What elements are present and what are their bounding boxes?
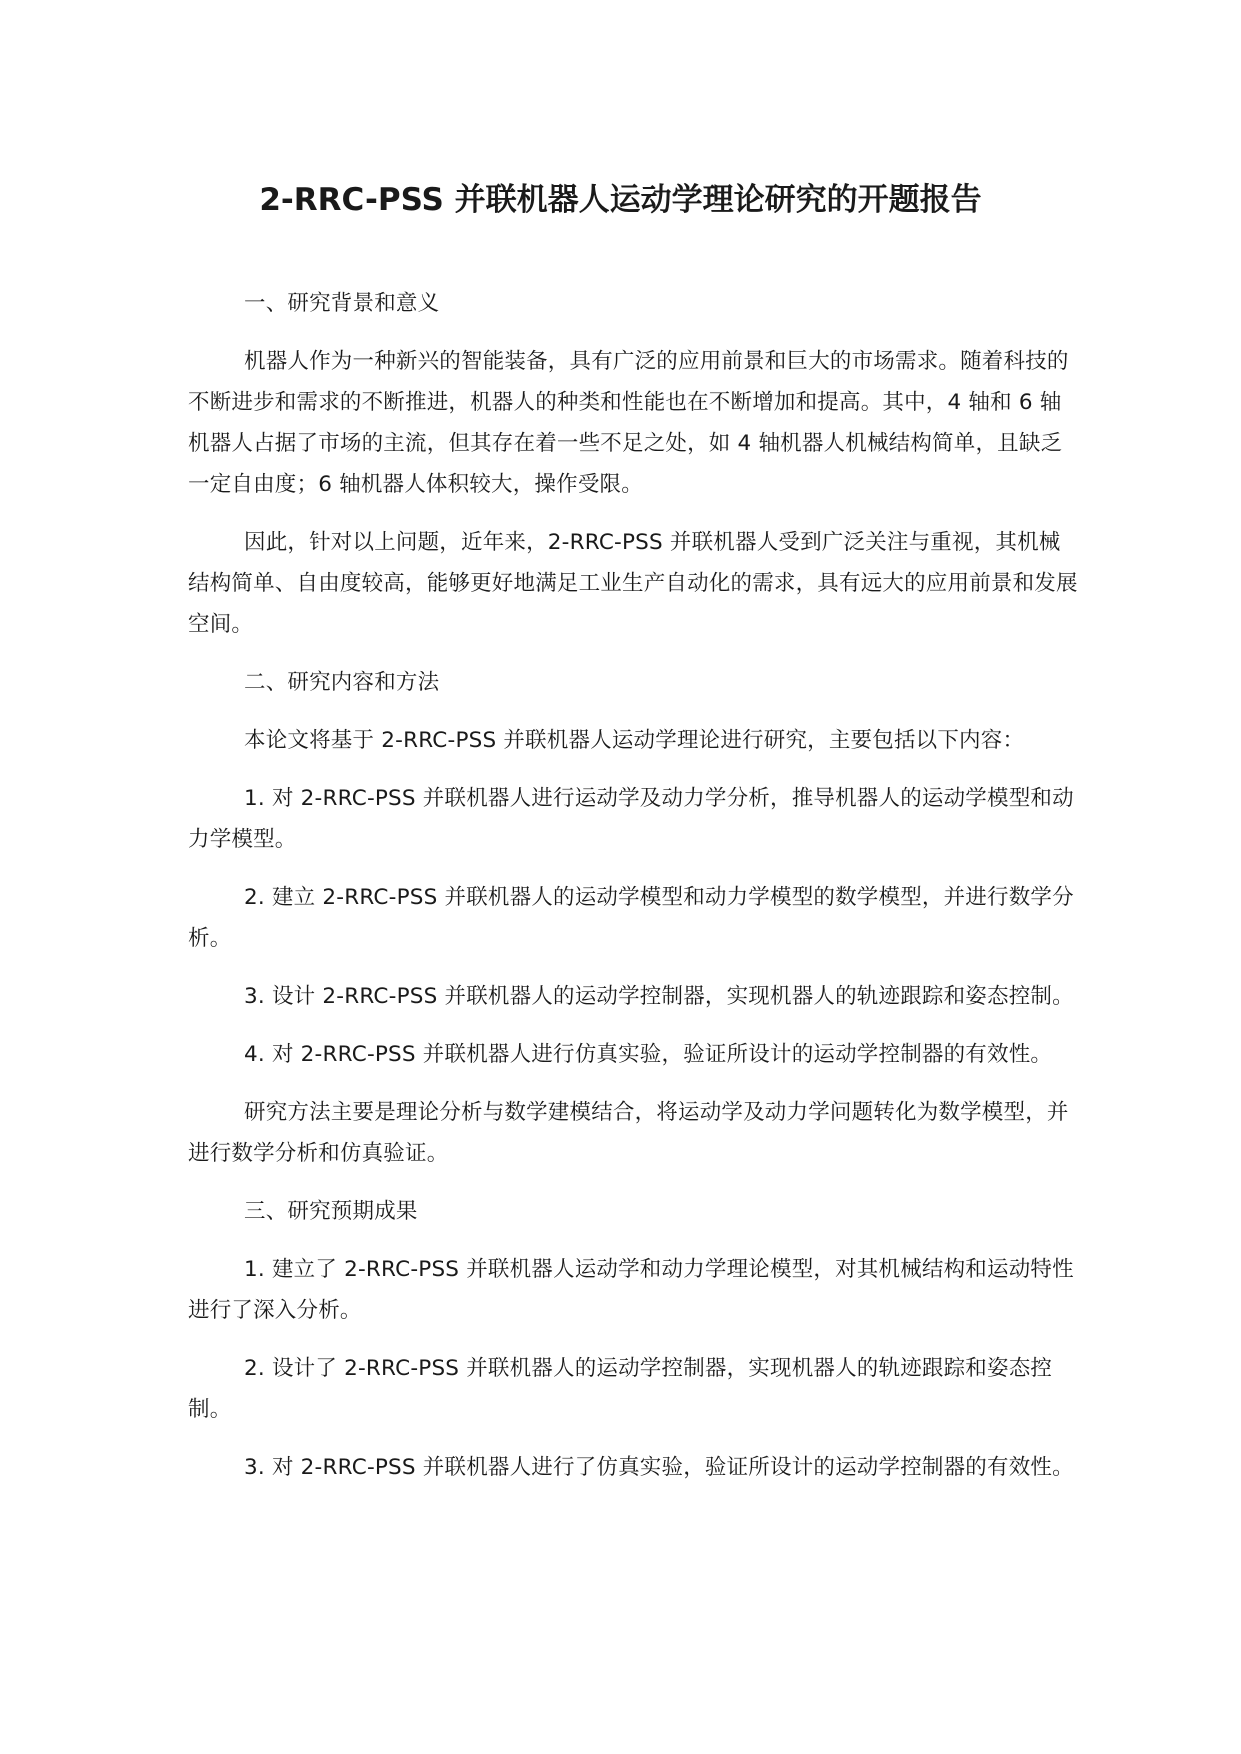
paragraph: 研究方法主要是理论分析与数学建模结合，将运动学及动力学问题转化为数学模型，并进行数学分析和仿真验证。 [188, 1100, 1069, 1166]
section-heading: 一、研究背景和意义 [244, 291, 440, 316]
list-item: 3. 设计 2-RRC-PSS 并联机器人的运动学控制器，实现机器人的轨迹跟踪和姿态控制。 [244, 984, 1074, 1009]
list-item: 2. 建立 2-RRC-PSS 并联机器人的运动学模型和动力学模型的数学模型，并进行数学分析。 [188, 885, 1074, 951]
paragraph: 本论文将基于 2-RRC-PSS 并联机器人运动学理论进行研究，主要包括以下内容： [244, 728, 1025, 753]
document-title: 2-RRC-PSS 并联机器人运动学理论研究的开题报告 [259, 182, 982, 218]
list-item: 3. 对 2-RRC-PSS 并联机器人进行了仿真实验，验证所设计的运动学控制器的有效性。 [244, 1455, 1074, 1480]
section-heading: 二、研究内容和方法 [244, 670, 440, 695]
paragraph: 机器人作为一种新兴的智能装备，具有广泛的应用前景和巨大的市场需求。随着科技的不断进步和需求的不断推进，机器人的种类和性能也在不断增加和提高。其中，4 轴和 6 轴机器人占据了市场的主流，但其存在着一些不足之处，如 4 轴机器人机械结构简单，且缺乏一定自由度；6 轴机器人体积较大，操作受限。 [188, 349, 1069, 497]
list-item: 2. 设计了 2-RRC-PSS 并联机器人的运动学控制器，实现机器人的轨迹跟踪和姿态控制。 [188, 1356, 1053, 1422]
document-body [188, 283, 1080, 1505]
list-item: 1. 建立了 2-RRC-PSS 并联机器人运动学和动力学理论模型，对其机械结构和运动特性进行了深入分析。 [188, 1257, 1074, 1323]
list-item: 4. 对 2-RRC-PSS 并联机器人进行仿真实验，验证所设计的运动学控制器的有效性。 [244, 1042, 1053, 1067]
section-heading: 三、研究预期成果 [244, 1199, 418, 1224]
list-item: 1. 对 2-RRC-PSS 并联机器人进行运动学及动力学分析，推导机器人的运动学模型和动力学模型。 [188, 786, 1074, 852]
paragraph: 因此，针对以上问题，近年来，2-RRC-PSS 并联机器人受到广泛关注与重视，其机械结构简单、自由度较高，能够更好地满足工业生产自动化的需求，具有远大的应用前景和发展空间。 [188, 530, 1078, 637]
